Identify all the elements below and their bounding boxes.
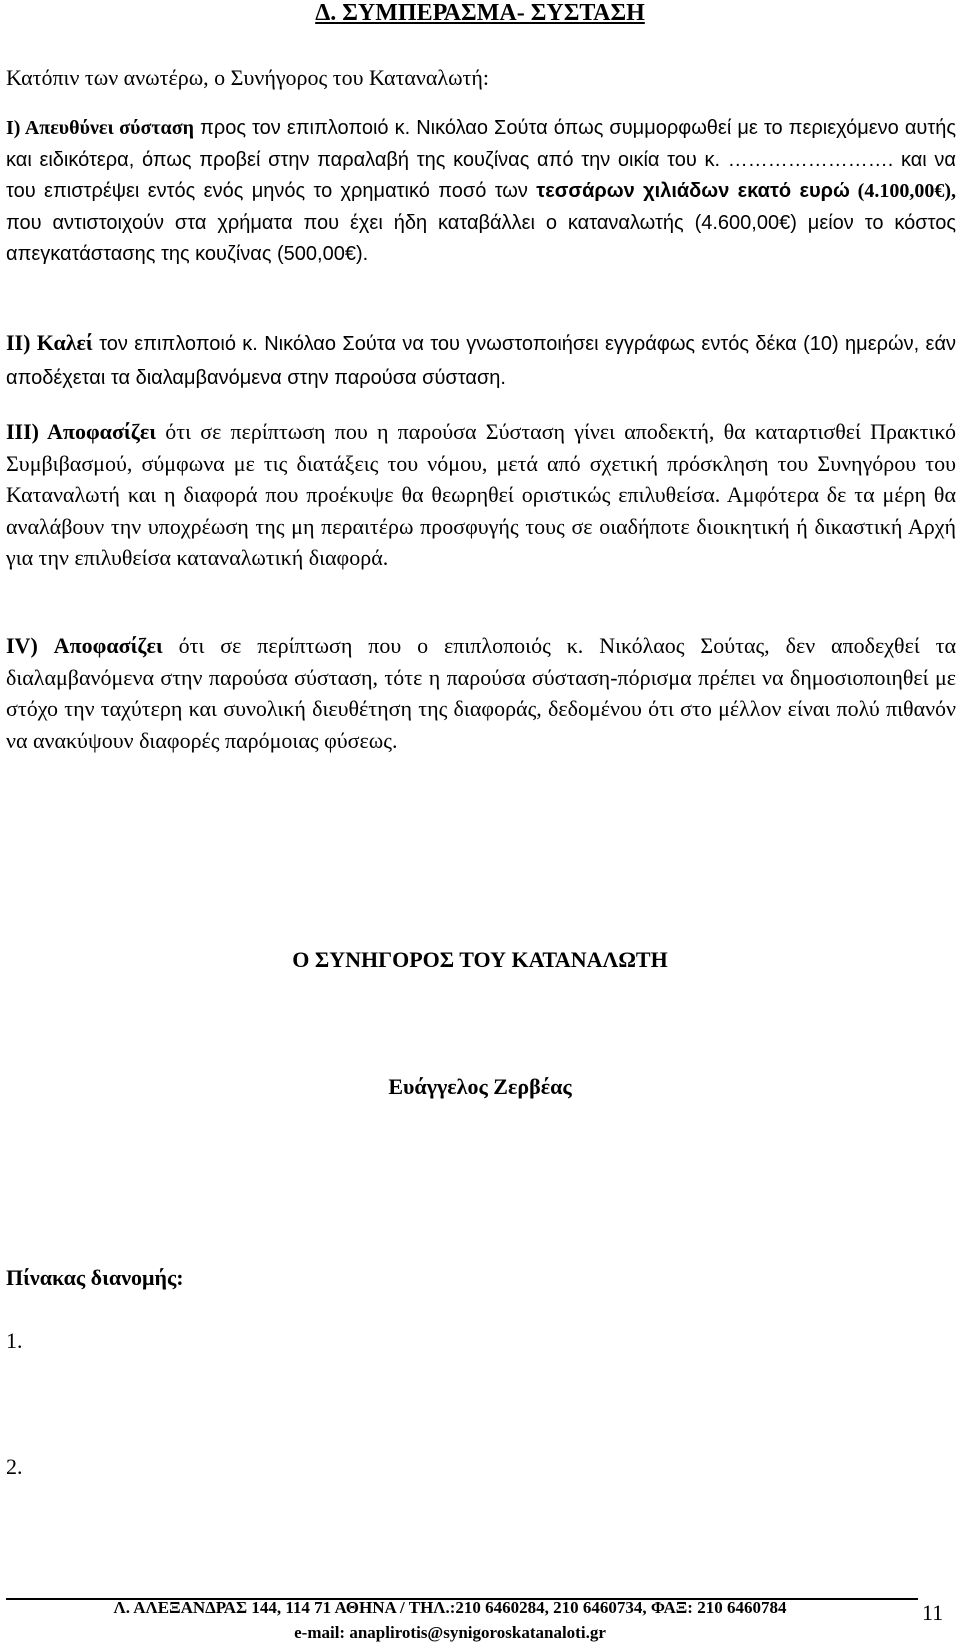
signatory-name: Ευάγγελος Ζερβέας [388,1074,572,1099]
recommendation-paragraph-4 [6,630,956,756]
intro-text: Κατόπιν των ανωτέρω, ο Συνήγορος του Καταναλωτή: [6,65,490,90]
signatory-title: Ο ΣΥΝΗΓΟΡΟΣ ΤΟΥ ΚΑΤΑΝΑΛΩΤΗ [292,947,668,972]
section3-label: ΙΙΙ) Αποφασίζει [6,419,157,444]
section4-label: ΙV) Αποφασίζει [6,633,163,658]
recommendation-paragraph-3 [6,416,956,574]
section1-label: Ι) Απευθύνει σύσταση [6,117,194,139]
footer-address: Λ. ΑΛΕΞΑΝΔΡΑΣ 144, 114 71 ΑΘΗΝΑ / ΤΗΛ.:210 6460284, 210 6460734, ΦΑΞ: 210 6460784 [113,1598,787,1617]
distribution-item: 2. [6,1454,23,1479]
page-number: 11 [922,1600,944,1625]
section4-text: ότι σε περίπτωση που ο επιπλοποιός κ. Νικόλαος Σούτας, δεν αποδεχθεί τα διαλαμβανόμενα στην παρούσα σύσταση, τότε η παρούσα σύσταση-πόρισμα πρέπει να δημοσιοποιηθεί με στόχο την ταχύτερη και συνολική διευθέτηση της διαφοράς, δεδομένου ότι στο μέλλον είναι πολύ πιθανόν να ανακύψουν διαφορές παρόμοιας φύσεως. [6,633,957,753]
section3-text: ότι σε περίπτωση που η παρούσα Σύσταση γίνει αποδεκτή, θα καταρτισθεί Πρακτικό Συμβιβασμού, σύμφωνα με τις διατάξεις του νόμου, μετά από σχετική πρόσκληση του Συνηγόρου του Καταναλωτή και η διαφορά που προέκυψε θα θεωρηθεί οριστικώς επιλυθείσα. Αμφότερα δε τα μέρη θα αναλάβουν την υποχρέωση της μη περαιτέρω προσφυγής τους σε οιαδήποτε διοικητική ή δικαστική Αρχή για την επιλυθείσα καταναλωτική διαφορά. [6,419,956,570]
section2-text: τον επιπλοποιό κ. Νικόλαο Σούτα να του γνωστοποιήσει εγγράφως εντός δέκα (10) ημερών, εάν αποδέχεται τα διαλαμβανόμενα στην παρούσα σύσταση. [6,333,957,389]
section1-text-a: προς τον επιπλοποιό κ. Νικόλαο Σούτα όπως συμμορφωθεί με το περιεχόμενο αυτής και ειδικότερα, όπως προβεί στην παραλαβή της κουζίνας από την οικία του κ. ……………………. και να του επιστρέψει εντός ενός μηνός το χρηματικό ποσό των [6,117,956,202]
section2-label: ΙΙ) Καλεί [6,330,93,355]
recommendation-paragraph-2 [6,327,956,394]
distribution-list-label: Πίνακας διανομής: [6,1265,184,1290]
section-heading: Δ. ΣΥΜΠΕΡΑΣΜΑ- ΣΥΣΤΑΣΗ [315,0,645,26]
recommendation-paragraph-1 [6,113,956,271]
amount-in-numbers: (4.100,00€), [849,180,956,202]
section1-text-b: που αντιστοιχούν στα χρήματα που έχει ήδη καταβάλλει ο καταναλωτής (4.600,00€) μείον το κόστος απεγκατάστασης της κουζίνας (500,00€). [6,211,956,265]
distribution-item: 1. [6,1328,23,1353]
amount-in-words: τεσσάρων χιλιάδων εκατό ευρώ [536,180,850,202]
footer-email: e-mail: anaplirotis@synigoroskatanaloti.gr [294,1623,606,1642]
